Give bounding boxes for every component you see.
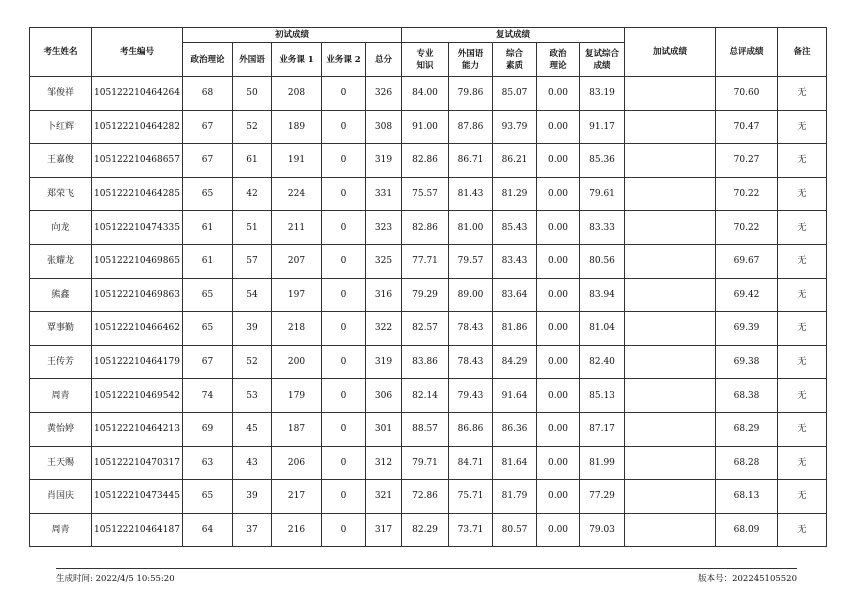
cell-bonus [625,244,716,278]
cell-bonus [625,77,716,111]
cell-retest-language: 78.43 [449,345,493,379]
cell-prelim-course2: 0 [322,110,366,144]
cell-retest-politics: 0.00 [537,345,580,379]
cell-prelim-course2: 0 [322,480,366,514]
cell-name: 周青 [30,513,92,547]
cell-retest-politics: 0.00 [537,144,580,178]
cell-prelim-sum: 312 [366,446,402,480]
cell-prelim-course1: 179 [272,379,322,413]
header-prelim-sum: 总分 [366,43,402,77]
cell-id: 105122210474335 [92,211,183,245]
cell-prelim-course2: 0 [322,379,366,413]
cell-remark: 无 [778,412,827,446]
table-row [30,345,827,379]
cell-bonus [625,513,716,547]
cell-total: 70.22 [716,177,778,211]
cell-prelim-course1: 206 [272,446,322,480]
cell-bonus [625,480,716,514]
cell-retest-professional: 82.14 [402,379,449,413]
cell-prelim-sum: 319 [366,144,402,178]
cell-retest-politics: 0.00 [537,513,580,547]
cell-retest-professional: 82.57 [402,312,449,346]
cell-retest-politics: 0.00 [537,244,580,278]
table-row [30,211,827,245]
cell-total: 69.39 [716,312,778,346]
cell-id: 105122210468657 [92,144,183,178]
cell-remark: 无 [778,446,827,480]
cell-retest-professional: 88.57 [402,412,449,446]
cell-retest-total: 83.19 [580,77,625,111]
cell-retest-comprehensive: 86.21 [493,144,537,178]
cell-prelim-course1: 217 [272,480,322,514]
cell-prelim-course1: 191 [272,144,322,178]
cell-prelim-course2: 0 [322,446,366,480]
cell-name: 向龙 [30,211,92,245]
cell-remark: 无 [778,144,827,178]
cell-retest-language: 79.43 [449,379,493,413]
cell-retest-professional: 79.71 [402,446,449,480]
cell-retest-total: 83.33 [580,211,625,245]
cell-name: 黄怡婷 [30,412,92,446]
cell-prelim-language: 57 [233,244,272,278]
cell-id: 105122210464213 [92,412,183,446]
cell-prelim-course2: 0 [322,312,366,346]
cell-prelim-language: 43 [233,446,272,480]
cell-prelim-course1: 224 [272,177,322,211]
cell-prelim-language: 52 [233,110,272,144]
cell-id: 105122210464264 [92,77,183,111]
cell-prelim-language: 51 [233,211,272,245]
cell-retest-politics: 0.00 [537,110,580,144]
cell-retest-politics: 0.00 [537,379,580,413]
cell-total: 68.09 [716,513,778,547]
cell-remark: 无 [778,211,827,245]
header-id: 考生编号 [92,28,183,77]
cell-total: 70.47 [716,110,778,144]
cell-retest-comprehensive: 93.79 [493,110,537,144]
cell-bonus [625,177,716,211]
cell-remark: 无 [778,345,827,379]
footer [56,568,797,584]
cell-retest-total: 87.17 [580,412,625,446]
table-row [30,412,827,446]
cell-retest-total: 79.61 [580,177,625,211]
cell-retest-total: 82.40 [580,345,625,379]
header-bonus: 加试成绩 [625,28,716,77]
generated-time: 生成时间: 2022/4/5 10:55:20 [56,574,175,584]
cell-retest-comprehensive: 85.07 [493,77,537,111]
cell-retest-comprehensive: 86.36 [493,412,537,446]
cell-remark: 无 [778,244,827,278]
cell-name: 王传芳 [30,345,92,379]
cell-retest-language: 84.71 [449,446,493,480]
cell-prelim-politics: 74 [183,379,233,413]
cell-prelim-politics: 64 [183,513,233,547]
cell-retest-language: 81.43 [449,177,493,211]
header-retest-politics: 政治 理论 [537,43,580,77]
cell-retest-professional: 72.86 [402,480,449,514]
cell-retest-professional: 83.86 [402,345,449,379]
cell-bonus [625,446,716,480]
cell-retest-comprehensive: 81.86 [493,312,537,346]
cell-bonus [625,144,716,178]
cell-prelim-course2: 0 [322,513,366,547]
cell-id: 105122210469865 [92,244,183,278]
header-prelim-course2: 业务课 2 [322,43,366,77]
cell-name: 张耀龙 [30,244,92,278]
cell-remark: 无 [778,177,827,211]
cell-remark: 无 [778,379,827,413]
cell-retest-politics: 0.00 [537,278,580,312]
cell-prelim-politics: 69 [183,412,233,446]
cell-retest-total: 81.99 [580,446,625,480]
table-row [30,513,827,547]
cell-id: 105122210464282 [92,110,183,144]
cell-prelim-language: 53 [233,379,272,413]
cell-prelim-language: 52 [233,345,272,379]
cell-bonus [625,312,716,346]
table-row [30,244,827,278]
table-row [30,312,827,346]
cell-bonus [625,110,716,144]
cell-id: 105122210469542 [92,379,183,413]
cell-total: 68.13 [716,480,778,514]
cell-prelim-politics: 65 [183,177,233,211]
table-row [30,144,827,178]
cell-retest-total: 85.36 [580,144,625,178]
cell-id: 105122210473445 [92,480,183,514]
cell-prelim-language: 39 [233,480,272,514]
cell-name: 王嘉俊 [30,144,92,178]
cell-retest-professional: 77.71 [402,244,449,278]
cell-prelim-language: 42 [233,177,272,211]
cell-retest-politics: 0.00 [537,480,580,514]
header-prelim-course1: 业务课 1 [272,43,322,77]
cell-retest-professional: 82.86 [402,144,449,178]
cell-name: 王天赐 [30,446,92,480]
cell-retest-comprehensive: 81.29 [493,177,537,211]
cell-prelim-politics: 67 [183,110,233,144]
cell-prelim-course1: 187 [272,412,322,446]
cell-retest-politics: 0.00 [537,211,580,245]
cell-prelim-language: 37 [233,513,272,547]
cell-id: 105122210469863 [92,278,183,312]
cell-retest-comprehensive: 85.43 [493,211,537,245]
cell-prelim-course1: 197 [272,278,322,312]
cell-prelim-language: 45 [233,412,272,446]
cell-prelim-sum: 321 [366,480,402,514]
cell-id: 105122210466462 [92,312,183,346]
cell-retest-total: 85.13 [580,379,625,413]
cell-retest-total: 83.94 [580,278,625,312]
cell-total: 68.38 [716,379,778,413]
cell-prelim-sum: 316 [366,278,402,312]
cell-prelim-course1: 211 [272,211,322,245]
cell-prelim-course1: 207 [272,244,322,278]
cell-retest-language: 75.71 [449,480,493,514]
cell-name: 肖国庆 [30,480,92,514]
cell-total: 70.60 [716,77,778,111]
header-retest-group: 复试成绩 [402,28,625,43]
cell-prelim-politics: 68 [183,77,233,111]
cell-prelim-sum: 317 [366,513,402,547]
header-remark: 备注 [778,28,827,77]
table-row [30,480,827,514]
cell-prelim-course1: 218 [272,312,322,346]
cell-retest-language: 79.57 [449,244,493,278]
cell-retest-professional: 82.86 [402,211,449,245]
cell-retest-comprehensive: 83.43 [493,244,537,278]
header-total: 总评成绩 [716,28,778,77]
cell-retest-total: 81.04 [580,312,625,346]
cell-name: 熊鑫 [30,278,92,312]
cell-total: 70.22 [716,211,778,245]
cell-retest-politics: 0.00 [537,312,580,346]
cell-remark: 无 [778,480,827,514]
cell-remark: 无 [778,278,827,312]
cell-prelim-sum: 319 [366,345,402,379]
cell-total: 70.27 [716,144,778,178]
cell-prelim-sum: 331 [366,177,402,211]
cell-retest-language: 81.00 [449,211,493,245]
cell-retest-comprehensive: 91.64 [493,379,537,413]
cell-prelim-course2: 0 [322,177,366,211]
header-prelim-politics: 政治理论 [183,43,233,77]
cell-retest-total: 77.29 [580,480,625,514]
table-row [30,177,827,211]
cell-prelim-politics: 67 [183,345,233,379]
cell-prelim-sum: 306 [366,379,402,413]
cell-prelim-sum: 325 [366,244,402,278]
cell-retest-language: 87.86 [449,110,493,144]
cell-retest-total: 80.56 [580,244,625,278]
cell-remark: 无 [778,513,827,547]
cell-retest-total: 91.17 [580,110,625,144]
table-row [30,110,827,144]
cell-prelim-course1: 216 [272,513,322,547]
cell-retest-professional: 75.57 [402,177,449,211]
cell-retest-language: 86.71 [449,144,493,178]
cell-retest-politics: 0.00 [537,412,580,446]
cell-prelim-course2: 0 [322,412,366,446]
cell-prelim-politics: 61 [183,244,233,278]
header-retest-total: 复试综合 成绩 [580,43,625,77]
cell-retest-comprehensive: 81.64 [493,446,537,480]
table-row [30,379,827,413]
cell-remark: 无 [778,312,827,346]
cell-bonus [625,278,716,312]
cell-prelim-politics: 65 [183,278,233,312]
cell-total: 69.42 [716,278,778,312]
cell-retest-comprehensive: 80.57 [493,513,537,547]
cell-retest-professional: 84.00 [402,77,449,111]
cell-retest-professional: 91.00 [402,110,449,144]
cell-bonus [625,211,716,245]
cell-prelim-sum: 322 [366,312,402,346]
cell-remark: 无 [778,110,827,144]
cell-retest-politics: 0.00 [537,77,580,111]
cell-prelim-course2: 0 [322,77,366,111]
header-prelim-group: 初试成绩 [183,28,402,43]
cell-name: 邹俊祥 [30,77,92,111]
cell-prelim-sum: 301 [366,412,402,446]
header-prelim-language: 外国语 [233,43,272,77]
cell-id: 105122210470317 [92,446,183,480]
table-row [30,446,827,480]
version-number: 版本号：202245105520 [698,574,797,584]
cell-bonus [625,412,716,446]
cell-prelim-language: 50 [233,77,272,111]
cell-retest-politics: 0.00 [537,446,580,480]
cell-prelim-course1: 208 [272,77,322,111]
cell-name: 周青 [30,379,92,413]
cell-bonus [625,379,716,413]
cell-prelim-course1: 200 [272,345,322,379]
cell-prelim-politics: 65 [183,312,233,346]
cell-retest-language: 79.86 [449,77,493,111]
cell-retest-language: 73.71 [449,513,493,547]
cell-prelim-course2: 0 [322,144,366,178]
cell-retest-language: 86.86 [449,412,493,446]
cell-bonus [625,345,716,379]
cell-retest-professional: 82.29 [402,513,449,547]
cell-name: 卜红辉 [30,110,92,144]
cell-total: 69.67 [716,244,778,278]
header-retest-language: 外国语 能力 [449,43,493,77]
cell-total: 68.28 [716,446,778,480]
cell-prelim-course2: 0 [322,211,366,245]
cell-prelim-course2: 0 [322,244,366,278]
cell-prelim-language: 39 [233,312,272,346]
cell-total: 69.38 [716,345,778,379]
cell-prelim-sum: 326 [366,77,402,111]
cell-retest-total: 79.03 [580,513,625,547]
header-name: 考生姓名 [30,28,92,77]
table-row [30,77,827,111]
footer-divider [56,568,797,569]
cell-name: 郑荣飞 [30,177,92,211]
cell-prelim-course2: 0 [322,345,366,379]
cell-prelim-language: 54 [233,278,272,312]
score-table [29,27,827,547]
cell-prelim-sum: 308 [366,110,402,144]
cell-retest-professional: 79.29 [402,278,449,312]
table-row [30,278,827,312]
header-retest-comprehensive: 综合 素质 [493,43,537,77]
cell-total: 68.29 [716,412,778,446]
cell-prelim-course2: 0 [322,278,366,312]
cell-retest-language: 78.43 [449,312,493,346]
cell-retest-politics: 0.00 [537,177,580,211]
cell-id: 105122210464179 [92,345,183,379]
cell-name: 覃事勤 [30,312,92,346]
cell-prelim-politics: 61 [183,211,233,245]
cell-retest-comprehensive: 84.29 [493,345,537,379]
cell-prelim-course1: 189 [272,110,322,144]
cell-retest-comprehensive: 83.64 [493,278,537,312]
cell-id: 105122210464285 [92,177,183,211]
cell-prelim-sum: 323 [366,211,402,245]
cell-remark: 无 [778,77,827,111]
cell-prelim-politics: 67 [183,144,233,178]
header-retest-professional: 专业 知识 [402,43,449,77]
cell-prelim-politics: 65 [183,480,233,514]
cell-prelim-politics: 63 [183,446,233,480]
cell-prelim-language: 61 [233,144,272,178]
cell-retest-language: 89.00 [449,278,493,312]
cell-id: 105122210464187 [92,513,183,547]
cell-retest-comprehensive: 81.79 [493,480,537,514]
